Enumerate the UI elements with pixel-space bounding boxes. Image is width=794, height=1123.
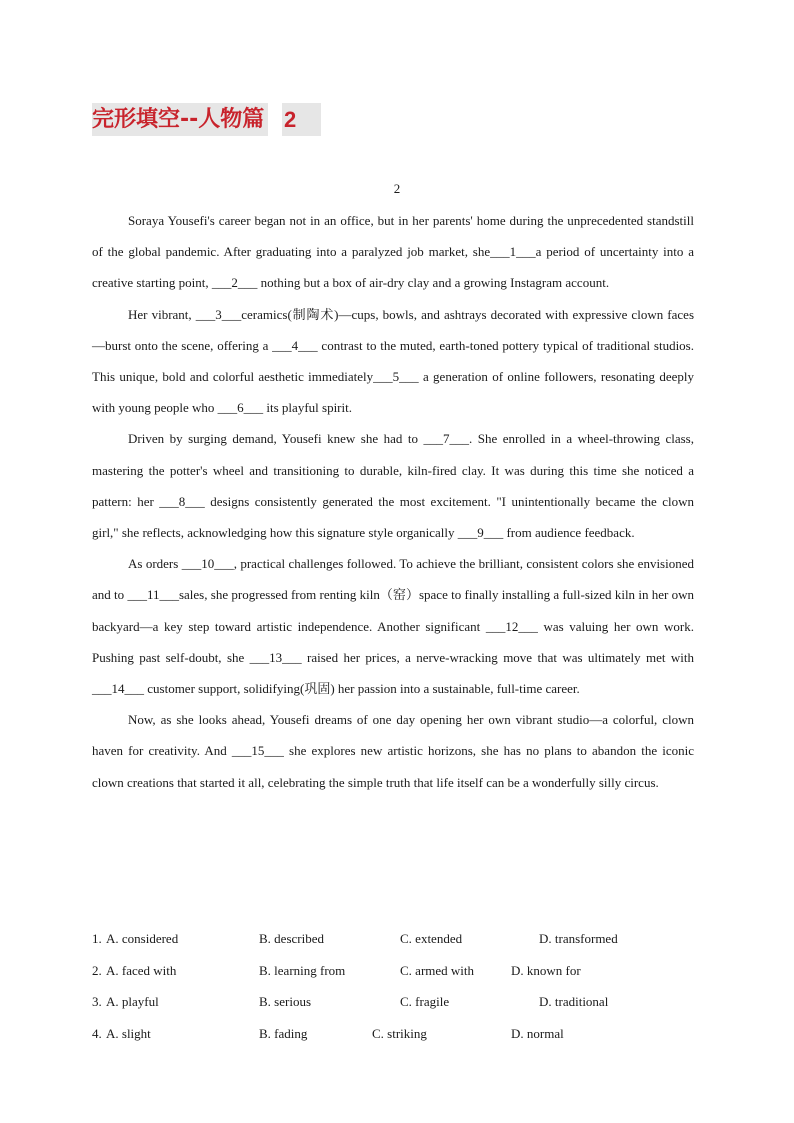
passage — [92, 205, 694, 798]
option-d: D. known for — [511, 962, 581, 978]
paragraph: Soraya Yousefi's career began not in an office, but in her parents' home during the unprecedented standstill of the global pandemic. After graduating into a paralyzed job market, she___1___a period of uncertainty into a creative starting point, ___2___ nothing but a box of air-dry clay and a growing Instagram account. — [92, 213, 694, 291]
option-b: B. serious — [259, 994, 311, 1009]
question-row — [92, 986, 694, 1018]
option-c: C. armed with — [400, 962, 475, 978]
option-b: B. learning from — [259, 962, 346, 978]
page-title-number: 2 — [282, 103, 321, 136]
question-row — [92, 1018, 694, 1050]
question-number: 4. — [92, 1025, 102, 1041]
option-a: A. playful — [106, 994, 159, 1009]
question-number: 1. — [92, 931, 102, 946]
option-c: C. extended — [400, 931, 463, 946]
option-a: A. slight — [106, 1025, 151, 1041]
option-b: B. fading — [259, 1025, 308, 1041]
question-row — [92, 923, 694, 955]
paragraph: Driven by surging demand, Yousefi knew she had to ___7___. She enrolled in a wheel-throwing class, mastering the potter's wheel and transitioning to durable, kiln-fired clay. It was during this time she noticed a pattern: her ___8___ designs consistently generated the most excitement. "I unintentionally became the clown girl," she reflects, acknowledging how this signature style organically ___9___ from audience feedback. — [92, 431, 694, 541]
option-a: A. considered — [106, 931, 179, 946]
question-number: 3. — [92, 994, 102, 1009]
paragraph: As orders ___10___, practical challenges followed. To achieve the brilliant, consistent colors she envisioned and to ___11___sales, she progressed from renting kiln（窑）space to finally installing a full-sized kiln in her own backyard—a key step toward artistic independence. Another significant ___12___ was valuing her own work. Pushing past self-doubt, she ___13___ raised her prices, a nerve-wracking move that was ultimately met with ___14___ customer support, solidifying(巩固) her passion into a sustainable, full-time career. — [92, 556, 694, 697]
option-b: B. described — [259, 931, 324, 946]
question-number: 2. — [92, 962, 102, 978]
question-row — [92, 955, 694, 987]
option-d: D. normal — [511, 1025, 564, 1041]
paragraph: Her vibrant, ___3___ceramics(制陶术)—cups, bowls, and ashtrays decorated with expressive clown faces—burst onto the scene, offering a ___4___ contrast to the muted, earth-toned pottery typical of traditional studios. This unique, bold and colorful aesthetic immediately___5___ a generation of online followers, resonating deeply with young people who ___6___ its playful spirit. — [92, 306, 694, 416]
answer-options — [92, 923, 694, 1049]
passage-number: 2 — [393, 181, 401, 196]
paragraph: Now, as she looks ahead, Yousefi dreams of one day opening her own vibrant studio—a colorful, clown haven for creativity. And ___15___ she explores new artistic horizons, she has no plans to abandon the iconic clown creations that started it all, celebrating the simple truth that life itself can be a wonderfully silly circus. — [92, 712, 694, 790]
page-title: 完形填空--人物篇 — [92, 103, 268, 136]
option-c: C. fragile — [400, 994, 450, 1009]
option-c: C. striking — [372, 1025, 427, 1041]
option-d: D. transformed — [539, 931, 618, 946]
option-a: A. faced with — [106, 962, 177, 978]
option-d: D. traditional — [539, 994, 609, 1009]
